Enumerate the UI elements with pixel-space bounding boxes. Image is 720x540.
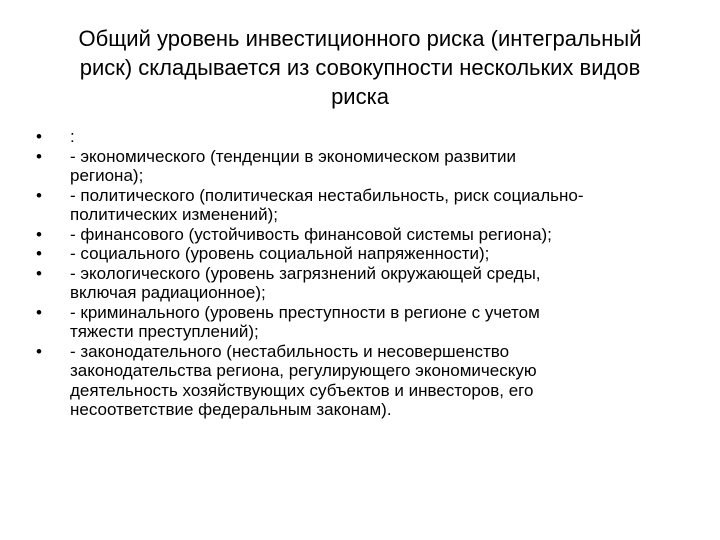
bullet-list [36,127,686,420]
list-item [36,186,686,225]
list-item-text [70,225,686,245]
list-item-text [70,127,686,147]
slide-title [40,24,680,111]
title-line: риска [331,84,389,109]
title-line: Общий уровень инвестиционного риска (интегральный [78,26,642,51]
list-item [36,264,686,303]
list-item-line: - социального (уровень социальной напряженности); [70,244,490,263]
list-item-text [70,244,686,264]
list-item-line: - экологического (уровень загрязнений окружающей среды, [70,263,541,283]
list-item-line: - политического (политическая нестабильность, риск социально- [70,185,584,205]
bullet-dot: • [36,244,42,263]
list-item-line: тяжести преступлений); [70,322,259,341]
list-item-line: деятельность хозяйствующих субъектов и инвесторов, его [70,380,534,400]
list-item-text [70,264,686,303]
list-item-line: - экономического (тенденции в экономическом развитии [70,146,517,166]
list-item-line: несоответствие федеральным законам). [70,400,392,419]
list-item-text [70,303,686,342]
list-item [36,303,686,342]
title-line: риск) складывается из совокупности нескольких видов [79,55,641,80]
bullet-dot: • [36,341,42,361]
bullet-dot: • [36,224,42,244]
bullet-dot: • [36,146,42,166]
list-item-text [70,342,686,420]
list-item-line: - финансового (устойчивость финансовой системы региона); [70,224,552,244]
list-item-line: включая радиационное); [70,283,266,302]
list-item-line: региона); [70,166,144,185]
list-item-line: политических изменений); [70,205,278,224]
bullet-dot: • [36,302,42,322]
list-item-line: - криминального (уровень преступности в регионе с учетом [70,302,540,322]
list-item [36,147,686,186]
list-item-line: : [70,127,75,146]
list-item [36,127,686,147]
list-item-line: законодательства региона, регулирующего экономическую [70,361,537,380]
list-item-line: - законодательного (нестабильность и несовершенство [70,341,510,361]
bullet-dot: • [36,263,42,283]
list-item-text [70,147,686,186]
bullet-dot: • [36,185,42,205]
list-item-text [70,186,686,225]
list-item [36,225,686,245]
list-item [36,244,686,264]
bullet-dot: • [36,127,42,146]
list-item [36,342,686,420]
